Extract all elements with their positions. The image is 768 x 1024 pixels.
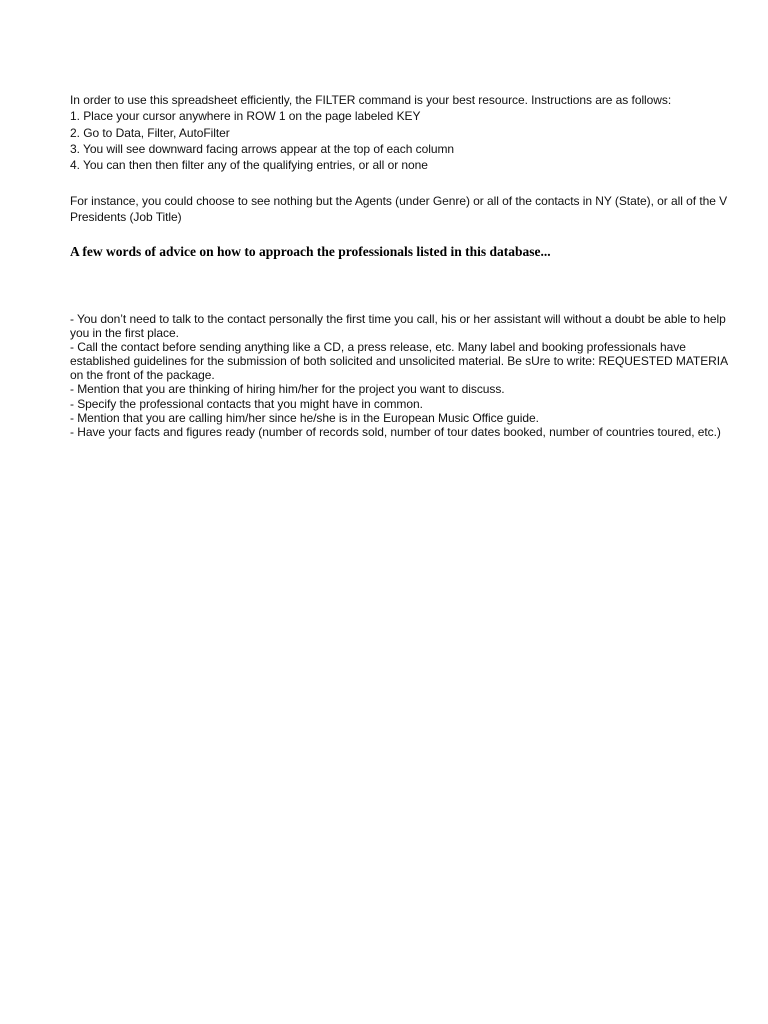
instruction-step: 3. You will see downward facing arrows appear at the top of each column [70, 141, 455, 156]
instruction-step: 2. Go to Data, Filter, AutoFilter [70, 125, 230, 140]
advice-list [70, 312, 728, 439]
example-line: Presidents (Job Title) [70, 210, 182, 225]
advice-line: you in the first place. [70, 326, 179, 341]
advice-line: - Specify the professional contacts that you might have in common. [70, 396, 423, 411]
example-line: For instance, you could choose to see nothing but the Agents (under Genre) or all of the contacts in NY (State), or all of the V [70, 194, 728, 208]
instruction-step: 4. You can then then filter any of the qualifying entries, or all or none [70, 158, 428, 173]
advice-line: on the front of the package. [70, 368, 215, 383]
filter-example-paragraph [70, 193, 727, 226]
advice-line: - Call the contact before sending anything like a CD, a press release, etc. Many label and booking professionals have [70, 340, 686, 355]
advice-heading: A few words of advice on how to approach the professionals listed in this database... [70, 244, 551, 259]
advice-line: - Mention that you are thinking of hiring him/her for the project you want to discuss. [70, 382, 505, 397]
instruction-step: 1. Place your cursor anywhere in ROW 1 on the page labeled KEY [70, 109, 421, 124]
advice-line: established guidelines for the submission of both solicited and unsolicited material. Be sUre to write: REQUESTED MATERIA [70, 354, 729, 369]
filter-instructions [70, 92, 671, 173]
advice-line: - Mention that you are calling him/her since he/she is in the European Music Office guide. [70, 410, 539, 425]
instructions-intro: In order to use this spreadsheet efficiently, the FILTER command is your best resource. Instructions are as follows: [70, 93, 672, 107]
advice-line: - You don’t need to talk to the contact personally the first time you call, his or her assistant will without a doubt be able to help [70, 312, 726, 326]
advice-line: - Have your facts and figures ready (number of records sold, number of tour dates booked, number of countries toured, etc.) [70, 424, 721, 439]
